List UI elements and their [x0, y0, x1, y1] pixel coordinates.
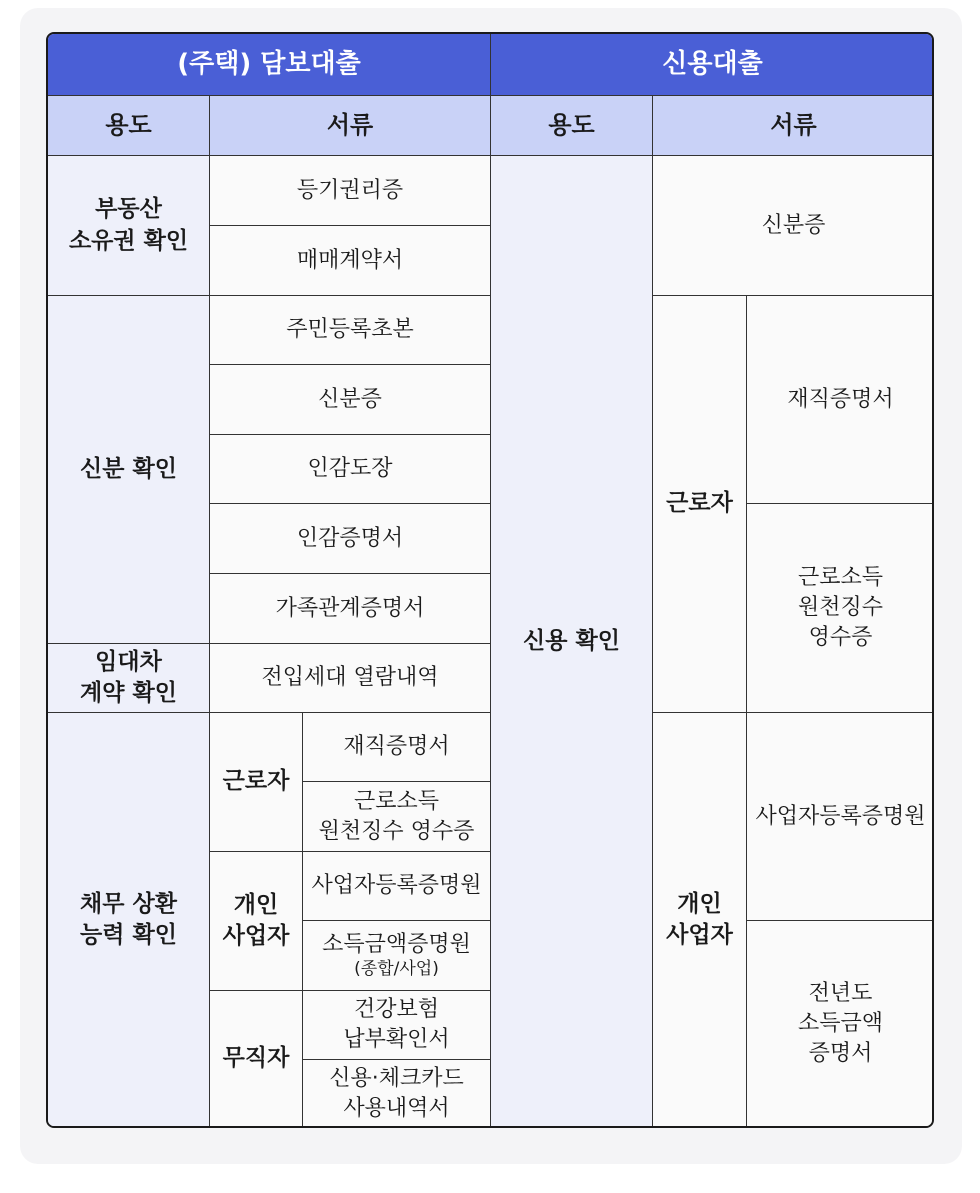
doc-earned-income-withholding: 근로소득 원천징수 영수증	[303, 782, 491, 852]
header-mortgage-purpose: 용도	[48, 96, 210, 156]
doc-registration-certificate: 등기권리증	[210, 156, 491, 226]
doc-income-amount-certificate-note: (종합/사업)	[354, 958, 439, 979]
credit-doc-id-card: 신분증	[653, 156, 934, 296]
doc-income-amount-certificate-title: 소득금액증명원	[322, 932, 471, 958]
header-mortgage-documents: 서류	[210, 96, 491, 156]
loan-documents-table	[46, 32, 934, 1128]
header-credit-purpose: 용도	[491, 96, 653, 156]
doc-move-in-household-record: 전입세대 열람내역	[210, 644, 491, 713]
doc-business-registration-certificate: 사업자등록증명원	[303, 852, 491, 921]
mortgage-worker: 근로자	[210, 713, 303, 852]
mortgage-unemployed: 무직자	[210, 991, 303, 1128]
credit-doc-business-registration-certificate: 사업자등록증명원	[747, 713, 934, 921]
credit-doc-earned-income-withholding: 근로소득 원천징수 영수증	[747, 504, 934, 713]
header-mortgage: (주택) 담보대출	[48, 34, 491, 96]
credit-worker: 근로자	[653, 296, 747, 713]
doc-id-card: 신분증	[210, 365, 491, 435]
purpose-identity: 신분 확인	[48, 296, 210, 644]
credit-doc-prior-year-income-certificate: 전년도 소득금액 증명서	[747, 921, 934, 1128]
header-credit-documents: 서류	[653, 96, 934, 156]
doc-resident-abstract: 주민등록초본	[210, 296, 491, 365]
doc-seal: 인감도장	[210, 435, 491, 504]
purpose-repayment-ability: 채무 상환 능력 확인	[48, 713, 210, 1128]
credit-doc-employment-certificate: 재직증명서	[747, 296, 934, 504]
credit-self-employed: 개인 사업자	[653, 713, 747, 1128]
doc-employment-certificate: 재직증명서	[303, 713, 491, 782]
purpose-lease-contract: 임대차 계약 확인	[48, 644, 210, 713]
doc-health-insurance-payment: 건강보험 납부확인서	[303, 991, 491, 1060]
header-credit: 신용대출	[491, 34, 934, 96]
purpose-credit-check: 신용 확인	[491, 156, 653, 1128]
purpose-property-ownership: 부동산 소유권 확인	[48, 156, 210, 296]
doc-seal-certificate: 인감증명서	[210, 504, 491, 574]
mortgage-self-employed: 개인 사업자	[210, 852, 303, 991]
doc-card-usage-statement: 신용·체크카드 사용내역서	[303, 1060, 491, 1128]
doc-sales-contract: 매매계약서	[210, 226, 491, 296]
doc-income-amount-certificate	[303, 921, 491, 991]
doc-family-relation-certificate: 가족관계증명서	[210, 574, 491, 644]
